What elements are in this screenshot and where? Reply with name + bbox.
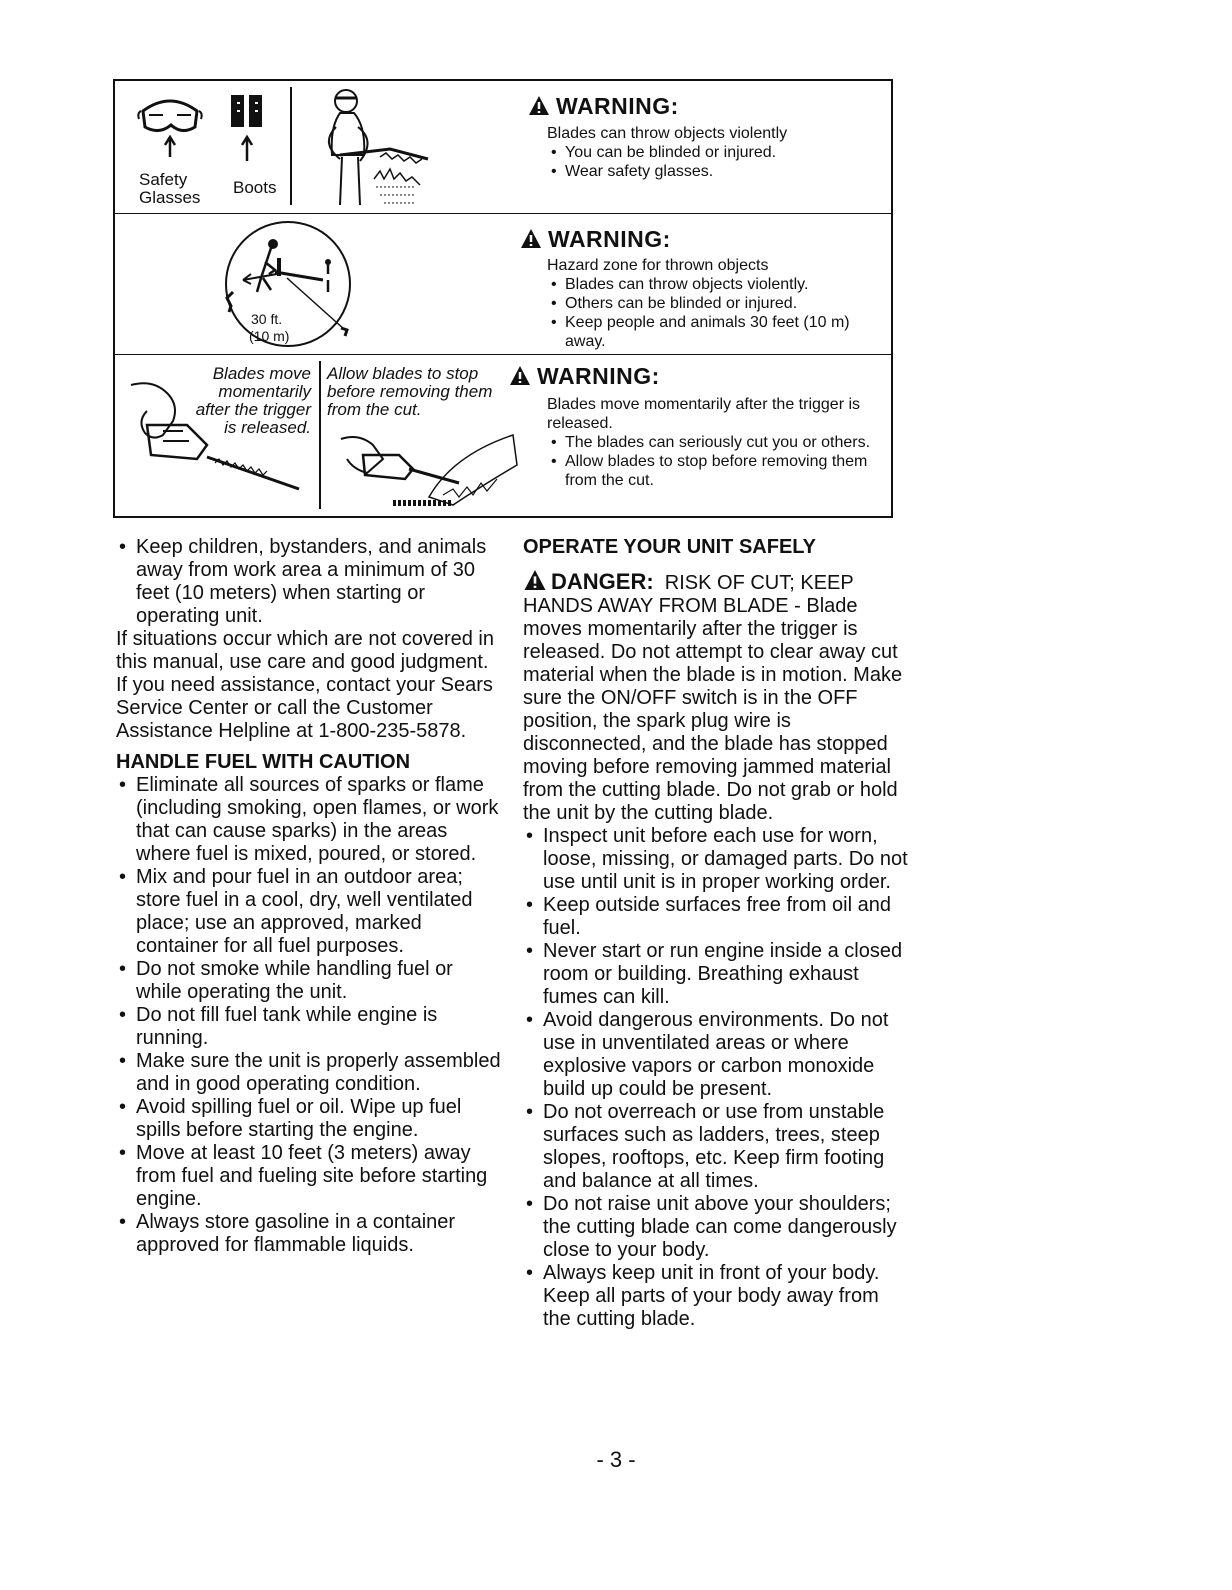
list-item: • Always store gasoline in a container approved for flammable liquids. bbox=[116, 1211, 502, 1257]
blade-in-hedge-icon bbox=[333, 425, 523, 511]
list-item: • Keep children, bystanders, and animals away from work area a minimum of 30 feet (10 meters) when starting or operating unit. bbox=[116, 536, 502, 628]
warning-intro: Blades can throw objects violently bbox=[547, 125, 788, 142]
list-item: • Never start or run engine inside a closed room or building. Breathing exhaust fumes can kill. bbox=[523, 940, 909, 1009]
list-item: • Avoid spilling fuel or oil. Wipe up fuel spills before starting the engine. bbox=[116, 1096, 502, 1142]
warning-text-2 bbox=[547, 256, 887, 351]
warning-panel-blade-motion bbox=[115, 355, 891, 516]
list-item: • Do not overreach or use from unstable surfaces such as ladders, trees, steep slopes, rooftops, etc. Keep firm footing and balance at all times. bbox=[523, 1101, 909, 1193]
fuel-list bbox=[116, 774, 502, 1257]
list-item: • Keep outside surfaces free from oil and fuel. bbox=[523, 894, 909, 940]
warning-bullet: • Keep people and animals 30 feet (10 m) away. bbox=[547, 313, 887, 351]
warning-text-3 bbox=[547, 395, 882, 490]
warning-panel-eye-protection bbox=[115, 81, 891, 214]
divider-line bbox=[319, 361, 321, 509]
warning-panel-hazard-zone bbox=[115, 214, 891, 355]
caption-blades-move: Blades move momentarily after the trigger is released. bbox=[195, 364, 311, 437]
hazard-distance-m: (10 m) bbox=[249, 328, 290, 344]
warning-intro: Hazard zone for thrown objects bbox=[547, 257, 769, 274]
safety-glasses-label: Safety Glasses bbox=[139, 170, 201, 207]
boots-label: Boots bbox=[233, 178, 277, 197]
assistance-paragraph: If situations occur which are not covered in this manual, use care and good judgment. If you need assistance, contact your Sears Service Center or call the Customer Assistance Helpline at 1-800-235-5878. bbox=[116, 628, 494, 742]
warning-bullet: • Allow blades to stop before removing them from the cut. bbox=[547, 452, 882, 490]
left-column bbox=[116, 536, 502, 1257]
warning-title-text: WARNING: bbox=[548, 226, 671, 252]
danger-label: DANGER: bbox=[551, 569, 654, 594]
warning-title-1 bbox=[528, 93, 679, 120]
hand-releasing-trigger-icon bbox=[123, 375, 303, 495]
right-column bbox=[523, 536, 909, 1331]
list-item: • Move at least 10 feet (3 meters) away from fuel and fueling site before starting engine. bbox=[116, 1142, 502, 1211]
warning-bullet: • Others can be blinded or injured. bbox=[547, 294, 887, 313]
list-item: • Do not raise unit above your shoulders; the cutting blade can come dangerously close to your body. bbox=[523, 1193, 909, 1262]
safety-warning-box bbox=[113, 79, 893, 518]
fuel-heading: HANDLE FUEL WITH CAUTION bbox=[116, 751, 411, 773]
warning-bullet: • Wear safety glasses. bbox=[547, 162, 887, 181]
warning-title-text: WARNING: bbox=[537, 363, 660, 389]
hazard-distance-ft: 30 ft. bbox=[251, 311, 283, 327]
warning-intro: Blades move momentarily after the trigger is released. bbox=[547, 396, 861, 432]
warning-title-text: WARNING: bbox=[556, 93, 679, 119]
list-item: • Eliminate all sources of sparks or flame (including smoking, open flames, or work that can cause sparks) in the areas where fuel is mixed, poured, or stored. bbox=[116, 774, 502, 866]
warning-text-1 bbox=[547, 124, 887, 181]
caption-allow-blades-stop: Allow blades to stop before removing them from the cut. bbox=[327, 364, 493, 419]
list-item: • Avoid dangerous environments. Do not use in unventilated areas or where explosive vapors or carbon monoxide build up could be present. bbox=[523, 1009, 909, 1101]
list-item: • Do not fill fuel tank while engine is running. bbox=[116, 1004, 502, 1050]
danger-text: RISK OF CUT; KEEP HANDS AWAY FROM BLADE - Blade moves momentarily after the trigger is released. Do not attempt to clear away cut material when the blade is in motion. Make sure the ON/OFF switch is in the OFF position, the spark plug wire is disconnected, and the blade has stopped moving before removing jammed material from the cutting blade. Do not grab or hold the unit by the cutting blade. bbox=[523, 572, 903, 824]
list-item: • Inspect unit before each use for worn, loose, missing, or damaged parts. Do not use until unit is in proper working order. bbox=[523, 825, 909, 894]
list-item: • Do not smoke while handling fuel or while operating the unit. bbox=[116, 958, 502, 1004]
operate-list bbox=[523, 825, 909, 1331]
warning-bullet: • Blades can throw objects violently. bbox=[547, 275, 887, 294]
warning-title-3 bbox=[509, 363, 660, 390]
danger-paragraph bbox=[523, 569, 909, 825]
safety-glasses-icon bbox=[135, 89, 205, 159]
list-item: • Mix and pour fuel in an outdoor area; store fuel in a cool, dry, well ventilated place; use an approved, marked container for all fuel purposes. bbox=[116, 866, 502, 958]
warning-triangle-icon bbox=[509, 365, 531, 386]
warning-triangle-icon bbox=[523, 569, 547, 591]
list-item: • Always keep unit in front of your body. Keep all parts of your body away from the cutting blade. bbox=[523, 1262, 909, 1331]
warning-bullet: • You can be blinded or injured. bbox=[547, 143, 887, 162]
warning-bullet: • The blades can seriously cut you or others. bbox=[547, 433, 882, 452]
warning-triangle-icon bbox=[528, 95, 550, 116]
operate-heading: OPERATE YOUR UNIT SAFELY bbox=[523, 536, 817, 558]
boots-icon bbox=[227, 93, 267, 163]
page-number: - 3 - bbox=[596, 1447, 636, 1472]
warning-triangle-icon bbox=[520, 228, 542, 249]
operator-trimming-hedge-icon bbox=[310, 83, 435, 211]
list-item: • Make sure the unit is properly assembled and in good operating condition. bbox=[116, 1050, 502, 1096]
warning-title-2 bbox=[520, 226, 671, 253]
divider-line bbox=[290, 87, 292, 205]
